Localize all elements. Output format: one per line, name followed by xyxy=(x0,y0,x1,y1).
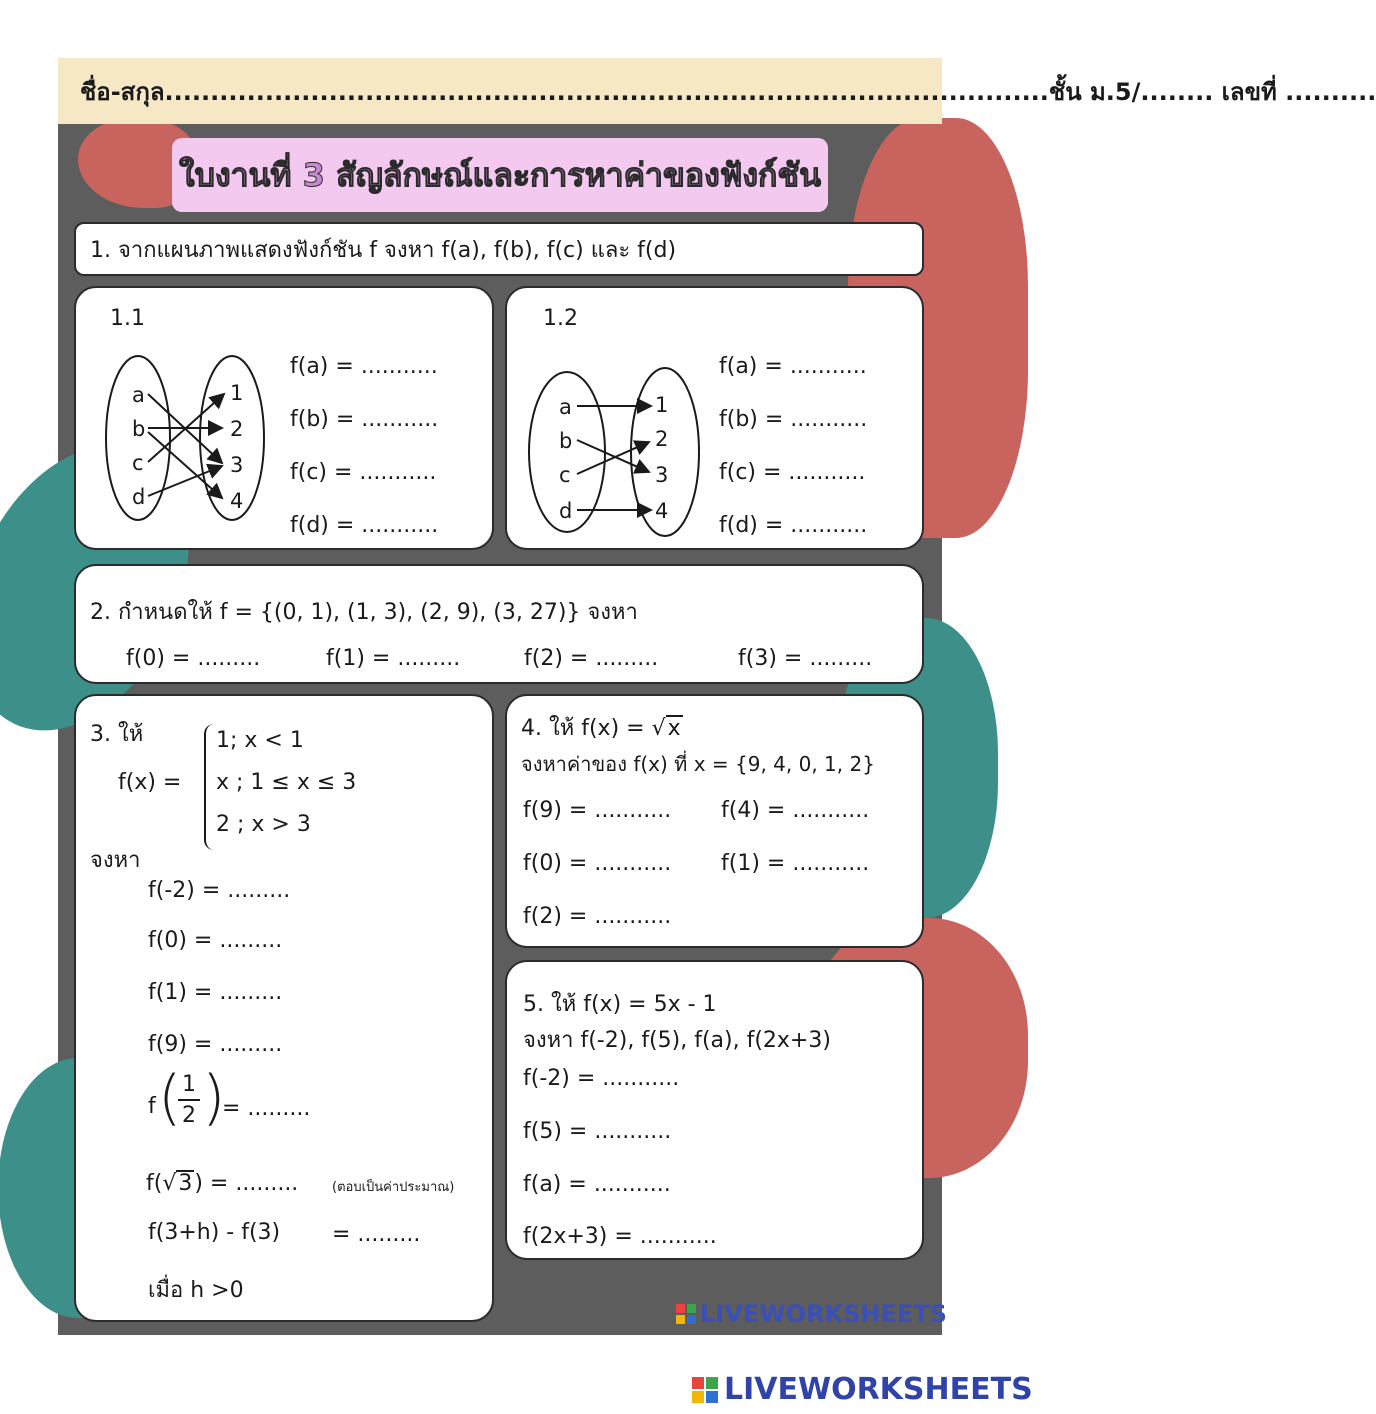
answer-field[interactable]: f(c) = ........... xyxy=(290,460,437,485)
answer-field[interactable]: f(4) = ........... xyxy=(721,798,870,823)
answer-field[interactable]: f(c) = ........... xyxy=(719,460,866,485)
right-paren: ) xyxy=(202,1063,226,1133)
question-5-panel xyxy=(505,960,924,1260)
domain-element: c xyxy=(559,463,571,487)
answer-field[interactable]: f(1) = ........... xyxy=(721,851,870,876)
answer-field[interactable]: f(2) = ........... xyxy=(523,904,672,929)
range-element: 4 xyxy=(655,499,669,523)
fraction-half xyxy=(178,1072,200,1128)
range-element: 2 xyxy=(230,417,244,441)
class-number-field[interactable]: ชั้น ม.5/........ เลขที่ .......... xyxy=(1048,77,1376,106)
range-element: 1 xyxy=(655,393,669,417)
question-2-panel xyxy=(74,564,924,684)
answer-field[interactable]: f(3) = ......... xyxy=(738,646,873,671)
liveworksheets-logo xyxy=(692,1372,1033,1407)
domain-element: b xyxy=(132,417,146,441)
answer-field[interactable]: f(0) = ......... xyxy=(148,928,283,953)
piecewise-case: 1; x < 1 xyxy=(216,728,304,753)
answer-field[interactable]: = ......... xyxy=(332,1222,421,1247)
question-3-panel xyxy=(74,694,494,1322)
q1-text: 1. จากแผนภาพแสดงฟังก์ชัน f จงหา f(a), f(b), f(c) และ f(d) xyxy=(90,237,677,263)
answer-field[interactable]: f(9) = ........... xyxy=(523,798,672,823)
range-element: 2 xyxy=(655,427,669,451)
q5-find: จงหา f(-2), f(5), f(a), f(2x+3) xyxy=(523,1028,831,1053)
brand-text: LIVEWORKSHEETS xyxy=(700,1300,947,1328)
q4-find: จงหาค่าของ f(x) ที่ x = {9, 4, 0, 1, 2} xyxy=(521,752,875,776)
brand-text: LIVEWORKSHEETS xyxy=(724,1372,1033,1407)
mapping-arrow xyxy=(577,440,649,472)
domain-element: d xyxy=(559,499,573,523)
answer-field[interactable]: f(a) = ........... xyxy=(290,354,438,379)
question-4-panel xyxy=(505,694,924,948)
answer-field[interactable]: f(b) = ........... xyxy=(290,407,439,432)
answer-field[interactable]: f(9) = ......... xyxy=(148,1032,283,1057)
mapping-diagram-1-1 xyxy=(96,348,276,528)
question-1-2-panel xyxy=(505,286,924,550)
answer-field[interactable]: f(d) = ........... xyxy=(719,513,868,538)
piecewise-case: x ; 1 ≤ x ≤ 3 xyxy=(216,770,357,795)
answer-field[interactable]: f(0) = ........... xyxy=(523,851,672,876)
q3-function-name: f(x) = xyxy=(118,770,182,795)
q3-label: 3. ให้ xyxy=(90,722,144,747)
domain-element: a xyxy=(132,383,145,407)
domain-element: b xyxy=(559,429,573,453)
question-1-prompt xyxy=(74,222,924,276)
title-text: ใบงานที่ 3 สัญลักษณ์และการหาค่าของฟังก์ชัน xyxy=(179,155,821,194)
sqrt-question[interactable]: f(√3) = ......... xyxy=(146,1171,299,1196)
range-element: 4 xyxy=(230,489,244,513)
fraction-denominator: 2 xyxy=(182,1103,196,1128)
answer-field[interactable]: = ......... xyxy=(222,1096,311,1121)
domain-element: d xyxy=(132,485,146,509)
range-element: 3 xyxy=(230,453,244,477)
answer-field[interactable]: f(d) = ........... xyxy=(290,513,439,538)
condition-text: เมื่อ h >0 xyxy=(148,1278,244,1303)
answer-field[interactable]: f(-2) = ......... xyxy=(148,878,291,903)
left-paren: ( xyxy=(158,1063,182,1133)
range-element: 3 xyxy=(655,463,669,487)
piecewise-case: 2 ; x > 3 xyxy=(216,812,311,837)
mapping-arrow xyxy=(148,432,222,498)
liveworksheets-logo-small xyxy=(676,1300,947,1328)
fraction-numerator: 1 xyxy=(182,1072,196,1097)
domain-element: c xyxy=(132,451,144,475)
answer-field[interactable]: f(1) = ......... xyxy=(326,646,461,671)
answer-field[interactable]: f(1) = ......... xyxy=(148,980,283,1005)
name-field[interactable]: ชื่อ-สกุล................................................................................................. xyxy=(80,77,1049,106)
domain-element: a xyxy=(559,395,572,419)
liveworksheets-mark-icon xyxy=(676,1304,696,1324)
q5-label: 5. ให้ f(x) = 5x - 1 xyxy=(523,992,717,1017)
fraction-function-name: f xyxy=(148,1094,156,1119)
question-1-1-panel xyxy=(74,286,494,550)
mapping-arrow xyxy=(577,442,649,474)
answer-field[interactable]: f(5) = ........... xyxy=(523,1119,672,1144)
answer-field[interactable]: f(a) = ........... xyxy=(719,354,867,379)
range-element: 1 xyxy=(230,381,244,405)
q1-2-label: 1.2 xyxy=(543,306,578,331)
student-info-header xyxy=(58,58,1376,124)
answer-field[interactable]: f(b) = ........... xyxy=(719,407,868,432)
answer-field[interactable]: f(a) = ........... xyxy=(523,1172,671,1197)
q4-label: 4. ให้ f(x) = √x xyxy=(521,716,681,741)
worksheet-title xyxy=(172,138,828,212)
answer-field[interactable]: f(-2) = ........... xyxy=(523,1066,680,1091)
liveworksheets-mark-icon xyxy=(692,1377,718,1403)
mapping-diagram-1-2 xyxy=(523,348,703,538)
answer-field[interactable]: f(0) = ......... xyxy=(126,646,261,671)
answer-field[interactable]: f(2x+3) = ........... xyxy=(523,1224,717,1249)
q3-find-label: จงหา xyxy=(90,848,141,873)
q2-prompt: 2. กำหนดให้ f = {(0, 1), (1, 3), (2, 9), (3, 27)} จงหา xyxy=(90,600,638,625)
difference-expression: f(3+h) - f(3) xyxy=(148,1220,281,1245)
mapping-arrow xyxy=(148,466,222,496)
approx-note: (ตอบเป็นค่าประมาณ) xyxy=(332,1180,455,1195)
q1-1-label: 1.1 xyxy=(110,306,145,331)
answer-field[interactable]: f(2) = ......... xyxy=(524,646,659,671)
